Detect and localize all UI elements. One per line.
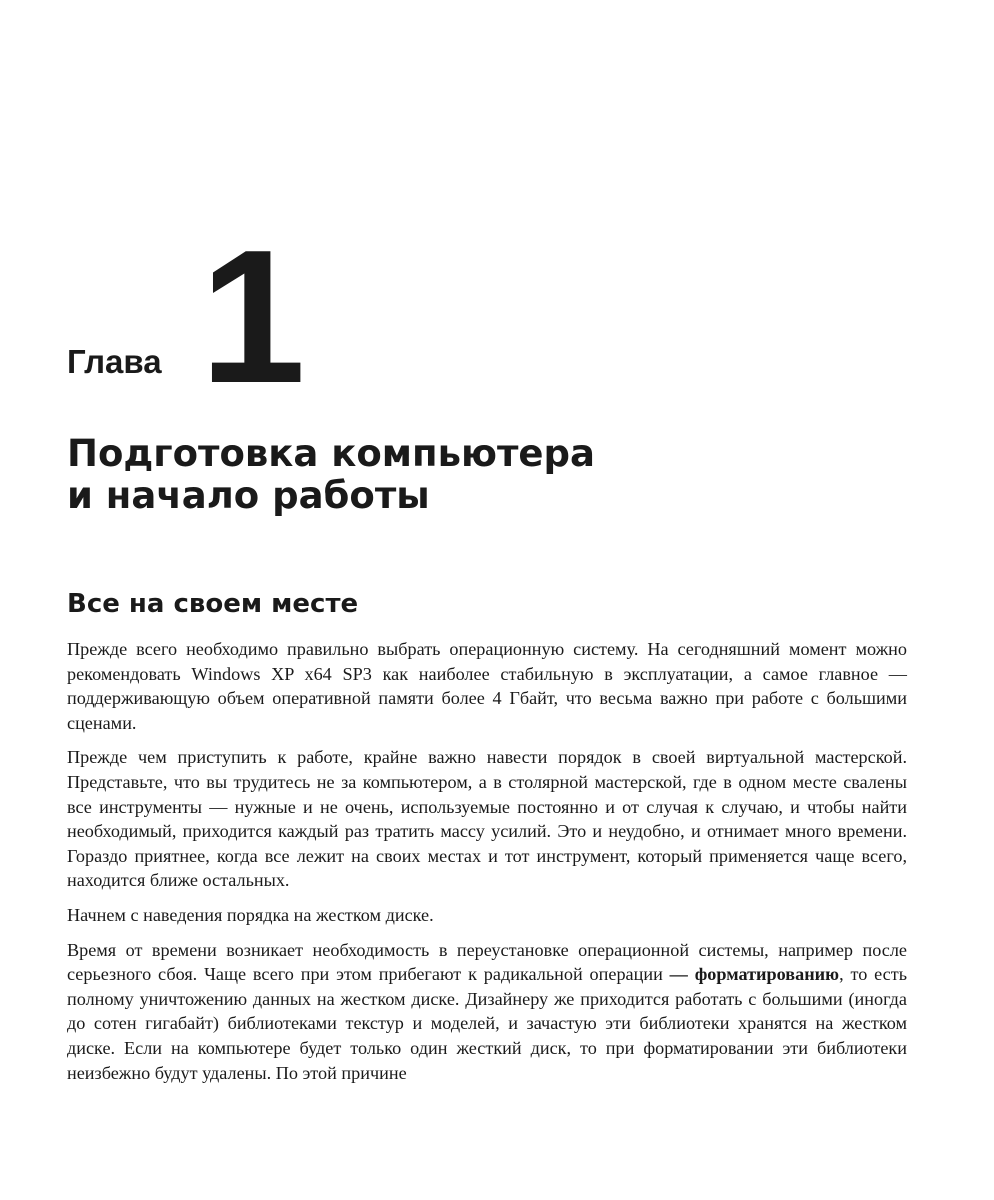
- section-title: Все на своем месте: [67, 589, 359, 619]
- paragraph-2: Прежде чем приступить к работе, крайне важно навести порядок в своей виртуальной мастерской. Представьте, что вы трудитесь не за компьютером, а в столярной мастерской, где в одном месте свалены все инструменты — нужные и не очень, используемые постоянно и от случая к случаю, и чтобы найти необходимый, приходится каждый раз тратить массу усилий. Это и неудобно, и отнимает много времени. Гораздо приятнее, когда все лежит на своих местах и тот инструмент, который применяется чаще всего, находится ближе остальных.: [67, 747, 907, 891]
- body-text: [67, 637, 907, 1095]
- paragraph-1: Прежде всего необходимо правильно выбрать операционную систему. На сегодняшний момент можно рекомендовать Windows XP x64 SP3 как наиболее стабильную в эксплуатации, а самое главное — поддерживающую объем оперативной памяти более 4 Гбайт, что весьма важно при работе с большими сценами.: [67, 639, 907, 733]
- paragraph-4-text-end: , то есть полному уничтожению данных на жестком диске. Дизайнеру же приходится работать с большими (иногда до сотен гигабайт) библиотеками текстур и моделей, и зачастую эти библиотеки хранятся на жестком диске. Если на компьютере будет только один жесткий диск, то при форматировании эти библиотеки неизбежно будут удалены. По этой причине: [67, 964, 907, 1083]
- chapter-label: Глава: [67, 343, 162, 380]
- chapter-title: [67, 433, 767, 517]
- paragraph-4-term: — форматированию: [669, 964, 840, 985]
- paragraph-3: Начнем с наведения порядка на жестком диске.: [67, 904, 434, 925]
- paragraph-4: [67, 938, 907, 1086]
- chapter-number: 1: [200, 211, 302, 423]
- chapter-title-line-2: и начало работы: [67, 474, 430, 517]
- paragraph-4-text-start: Время от времени возникает необходимость в переустановке операционной системы, например после серьезного сбоя. Чаще всего при этом прибегают к радикальной операции: [67, 939, 907, 985]
- chapter-title-line-1: Подготовка компьютера: [67, 432, 595, 475]
